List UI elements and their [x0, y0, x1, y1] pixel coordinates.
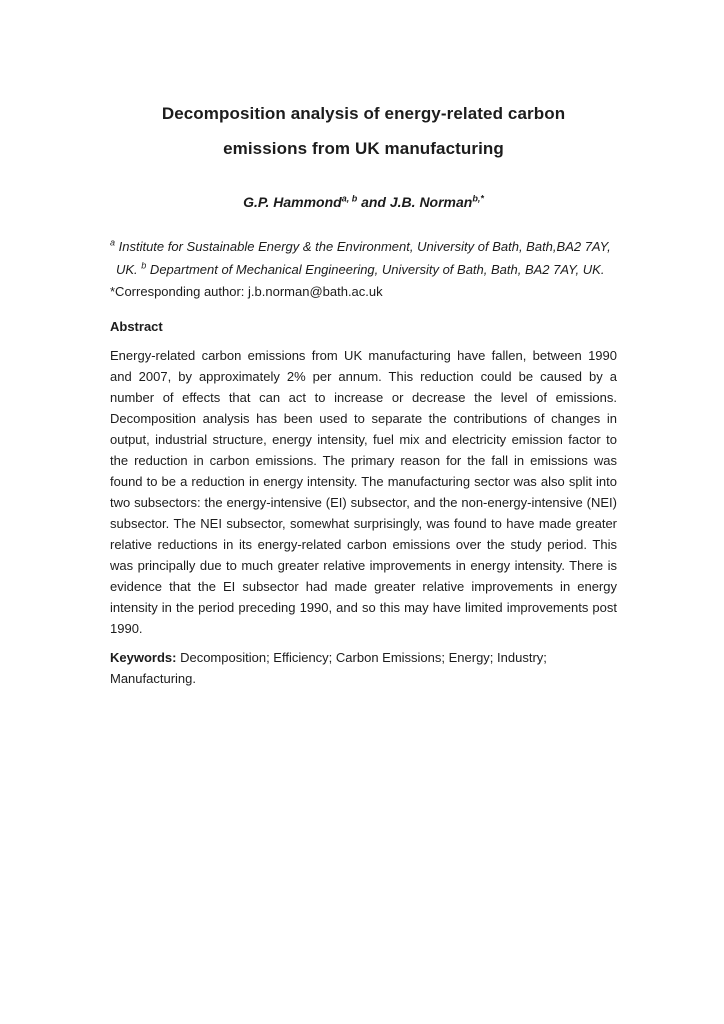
keywords-line — [110, 647, 617, 689]
paper-title-line-2: emissions from UK manufacturing — [223, 139, 504, 158]
keywords-text: Decomposition; Efficiency; Carbon Emissions; Energy; Industry; Manufacturing. — [110, 650, 547, 686]
authors-line — [110, 192, 617, 213]
keywords-label: Keywords: — [110, 650, 177, 665]
affiliations — [110, 235, 617, 281]
abstract-text: Energy-related carbon emissions from UK manufacturing have fallen, between 1990 and 2007, by approximately 2% per annum. This reduction could be caused by a number of effects that can act to increase or decrease the level of emissions. Decomposition analysis has been used to separate the contributions of changes in output, industrial structure, energy intensity, fuel mix and electricity emission factor to the reduction in carbon emissions. The primary reason for the fall in emissions was found to be a reduction in energy intensity. The manufacturing sector was also split into two subsectors: the energy-intensive (EI) subsector, and the non-energy-intensive (NEI) subsector. The NEI subsector, somewhat surprisingly, was found to have made greater relative reductions in its energy-related carbon emissions over the study period. This was principally due to much greater relative improvements in energy intensity. There is evidence that the EI subsector had made greater relative improvements in energy intensity in the period preceding 1990, and so this may have limited improvements post 1990. — [110, 348, 617, 636]
author-2: J.B. Norman — [389, 194, 473, 210]
authors-connector: and — [357, 194, 390, 210]
affiliation-a-marker: a — [110, 237, 116, 248]
affiliation-b-marker: b — [141, 260, 147, 271]
paper-title — [110, 96, 617, 166]
affiliation-a-text: Institute for Sustainable Energy & the Environment, University of Bath, Bath,BA2 7AY, UK. — [115, 239, 611, 277]
corresponding-author-line: *Corresponding author: j.b.norman@bath.ac.uk — [110, 284, 383, 299]
author-1: G.P. Hammond — [243, 194, 342, 210]
affiliation-b-text: Department of Mechanical Engineering, University of Bath, Bath, BA2 7AY, UK. — [146, 262, 605, 277]
author-2-affiliation-marker: b,* — [472, 193, 484, 204]
abstract-heading: Abstract — [110, 319, 163, 334]
paper-title-line-1: Decomposition analysis of energy-related carbon — [161, 104, 566, 123]
author-1-affiliation-marker: a, b — [341, 193, 358, 204]
